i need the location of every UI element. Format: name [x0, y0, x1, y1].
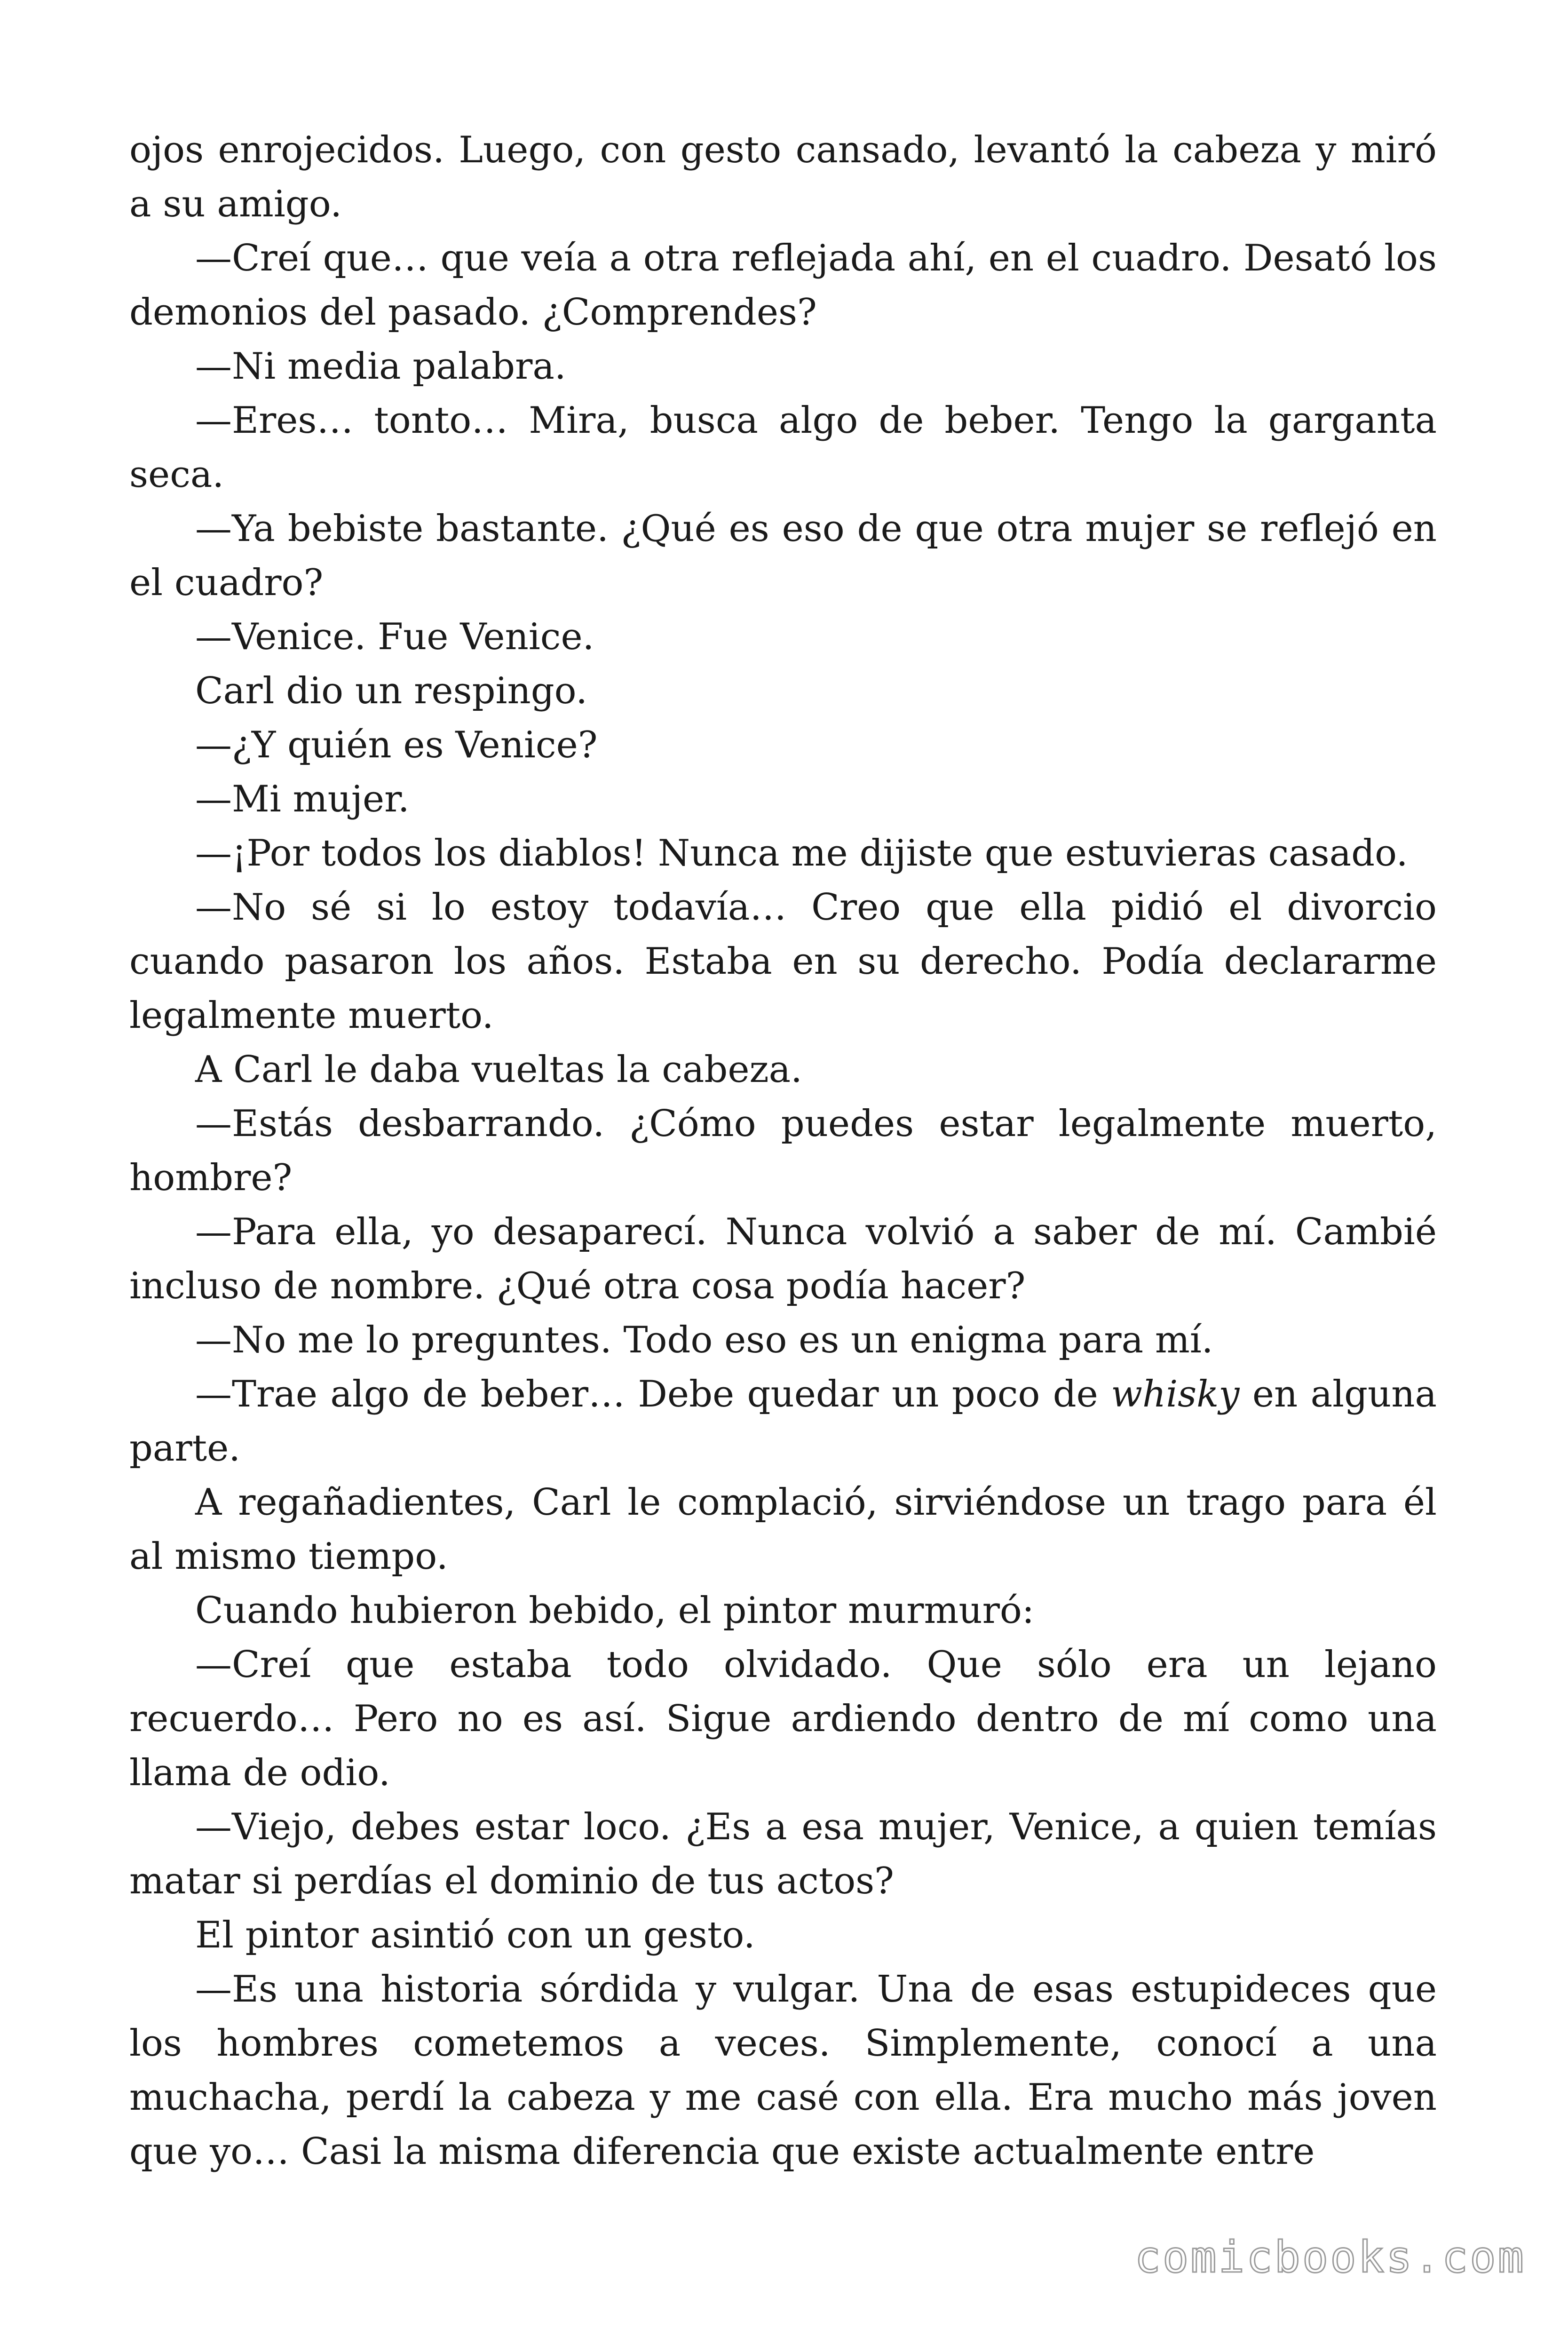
paragraph: —Para ella, yo desaparecí. Nunca volvió a saber de mí. Cambié incluso de nombre. ¿Qué otra cosa podía hacer?	[129, 1211, 1437, 1307]
paragraph: ojos enrojecidos. Luego, con gesto cansado, levantó la cabeza y miró a su amigo.	[129, 129, 1437, 225]
paragraph: —Creí que… que veía a otra reflejada ahí, en el cuadro. Desató los demonios del pasado. ¿Comprendes?	[129, 237, 1437, 334]
paragraph: A regañadientes, Carl le complació, sirviéndose un trago para él al mismo tiempo.	[129, 1481, 1437, 1578]
paragraph: —Mi mujer.	[195, 778, 410, 820]
paragraph: —Creí que estaba todo olvidado. Que sólo era un lejano recuerdo… Pero no es así. Sigue ardiendo dentro de mí como una llama de odio.	[129, 1644, 1437, 1794]
paragraph: —¡Por todos los diablos! Nunca me dijiste que estuvieras casado.	[195, 832, 1408, 874]
paragraph: —No me lo preguntes. Todo eso es un enigma para mí.	[195, 1319, 1213, 1361]
paragraph: —Viejo, debes estar loco. ¿Es a esa mujer, Venice, a quien temías matar si perdías el dominio de tus actos?	[129, 1806, 1437, 1902]
paragraph: —Venice. Fue Venice.	[195, 616, 594, 658]
body-text	[129, 123, 1437, 2179]
paragraph-text: en alguna parte.	[129, 1373, 1437, 1470]
paragraph	[129, 1367, 1437, 1476]
watermark-logo: comicbooks.com	[1134, 2232, 1526, 2282]
paragraph: —Estás desbarrando. ¿Cómo puedes estar legalmente muerto, hombre?	[129, 1103, 1437, 1199]
paragraph: —Eres… tonto… Mira, busca algo de beber. Tengo la garganta seca.	[129, 399, 1437, 496]
paragraph: Carl dio un respingo.	[195, 670, 588, 712]
paragraph: —Es una historia sórdida y vulgar. Una de esas estupideces que los hombres cometemos a veces. Simplemente, conocí a una muchacha, perdí la cabeza y me casé con ella. Era mucho más joven que yo… Casi la misma diferencia que existe actualmente entre	[129, 1968, 1437, 2173]
paragraph: El pintor asintió con un gesto.	[195, 1914, 755, 1956]
paragraph: —No sé si lo estoy todavía… Creo que ella pidió el divorcio cuando pasaron los años. Estaba en su derecho. Podía declararme legalmente muerto.	[129, 886, 1437, 1037]
paragraph-text: —Trae algo de beber… Debe quedar un poco de	[195, 1373, 1111, 1415]
paragraph: A Carl le daba vueltas la cabeza.	[195, 1049, 802, 1091]
paragraph: —Ya bebiste bastante. ¿Qué es eso de que otra mujer se reflejó en el cuadro?	[129, 508, 1437, 604]
paragraph: Cuando hubieron bebido, el pintor murmuró:	[195, 1589, 1035, 1632]
paragraph: —Ni media palabra.	[195, 345, 566, 388]
paragraph: —¿Y quién es Venice?	[195, 724, 598, 766]
italic-word: whisky	[1111, 1373, 1240, 1415]
